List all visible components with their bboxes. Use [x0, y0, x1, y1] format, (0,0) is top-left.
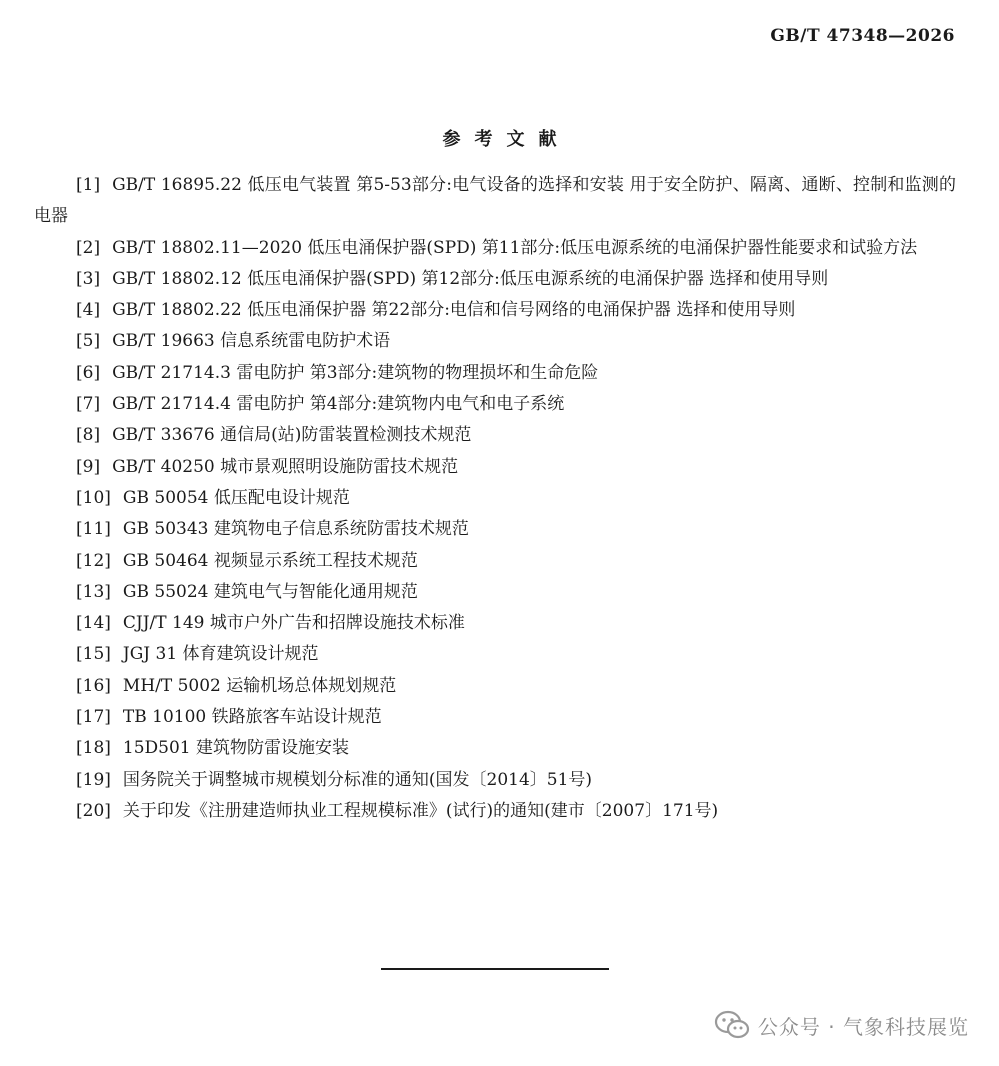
reference-text: TB 10100 铁路旅客车站设计规范	[122, 707, 382, 728]
section-title: 参考文献	[442, 129, 571, 150]
reference-item	[34, 765, 956, 796]
reference-text: CJJ/T 149 城市户外广告和招牌设施技术标准	[122, 613, 465, 634]
reference-number: [19]	[76, 769, 111, 790]
reference-text: GB 50464 视频显示系统工程技术规范	[122, 550, 418, 571]
watermark-text: 公众号 · 气象科技展览	[757, 1014, 969, 1039]
reference-number: [16]	[76, 675, 111, 696]
reference-item	[34, 389, 956, 420]
reference-number: [20]	[76, 800, 111, 821]
reference-item	[34, 420, 956, 451]
reference-number: [1]	[76, 175, 101, 195]
reference-text: MH/T 5002 运输机场总体规划规范	[122, 675, 397, 696]
reference-number: [7]	[76, 394, 101, 415]
reference-number: [9]	[76, 456, 101, 477]
reference-text: GB/T 33676 通信局(站)防雷装置检测技术规范	[112, 425, 472, 446]
reference-number: [5]	[76, 331, 101, 352]
wechat-icon	[714, 1010, 750, 1040]
reference-item	[34, 452, 956, 483]
reference-text: GB 50343 建筑物电子信息系统防雷技术规范	[122, 519, 469, 540]
reference-text: GB/T 21714.3 雷电防护 第3部分:建筑物的物理损坏和生命危险	[112, 362, 599, 383]
reference-text: GB/T 16895.22 低压电气装置 第5-53部分:电气设备的选择和安装 用于安全防护、隔离、通断、控制和监测的电器	[34, 175, 956, 227]
watermark	[714, 1010, 969, 1040]
reference-item	[34, 546, 956, 577]
reference-item	[34, 514, 956, 545]
reference-text: GB/T 21714.4 雷电防护 第4部分:建筑物内电气和电子系统	[112, 394, 565, 415]
reference-number: [15]	[76, 644, 111, 665]
reference-number: [3]	[76, 268, 101, 289]
reference-number: [4]	[76, 300, 101, 321]
reference-number: [14]	[76, 613, 111, 634]
reference-item	[34, 233, 956, 264]
reference-item	[34, 483, 956, 514]
reference-item	[34, 264, 956, 295]
reference-item	[34, 358, 956, 389]
reference-item	[34, 702, 956, 733]
end-rule	[381, 968, 609, 970]
reference-number: [10]	[76, 487, 111, 508]
reference-text: GB/T 18802.12 低压电涌保护器(SPD) 第12部分:低压电源系统的电涌保护器 选择和使用导则	[112, 268, 829, 289]
reference-text: GB/T 19663 信息系统雷电防护术语	[112, 331, 391, 352]
reference-text: GB/T 18802.11—2020 低压电涌保护器(SPD) 第11部分:低压电源系统的电涌保护器性能要求和试验方法	[112, 237, 918, 258]
reference-text: 关于印发《注册建造师执业工程规模标准》(试行)的通知(建市〔2007〕171号)	[122, 800, 719, 821]
reference-item	[34, 295, 956, 326]
reference-item	[34, 671, 956, 702]
reference-item	[34, 170, 956, 233]
reference-text: GB/T 40250 城市景观照明设施防雷技术规范	[112, 456, 459, 477]
reference-number: [8]	[76, 425, 101, 446]
reference-text: GB 50054 低压配电设计规范	[122, 487, 350, 508]
reference-text: GB 55024 建筑电气与智能化通用规范	[122, 581, 418, 602]
reference-item	[34, 733, 956, 764]
reference-text: 国务院关于调整城市规模划分标准的通知(国发〔2014〕51号)	[122, 769, 593, 790]
standard-number: GB/T 47348—2026	[770, 26, 955, 46]
reference-number: [13]	[76, 581, 111, 602]
reference-number: [17]	[76, 707, 111, 728]
reference-item	[34, 577, 956, 608]
reference-number: [18]	[76, 738, 111, 759]
reference-item	[34, 639, 956, 670]
reference-number: [2]	[76, 237, 101, 258]
reference-item	[34, 796, 956, 827]
reference-text: 15D501 建筑物防雷设施安装	[122, 738, 350, 759]
reference-number: [6]	[76, 362, 101, 383]
reference-list	[34, 170, 956, 827]
reference-item	[34, 326, 956, 357]
reference-number: [12]	[76, 550, 111, 571]
reference-text: JGJ 31 体育建筑设计规范	[122, 644, 319, 665]
reference-number: [11]	[76, 519, 111, 540]
reference-text: GB/T 18802.22 低压电涌保护器 第22部分:电信和信号网络的电涌保护器 选择和使用导则	[112, 300, 796, 321]
reference-item	[34, 608, 956, 639]
